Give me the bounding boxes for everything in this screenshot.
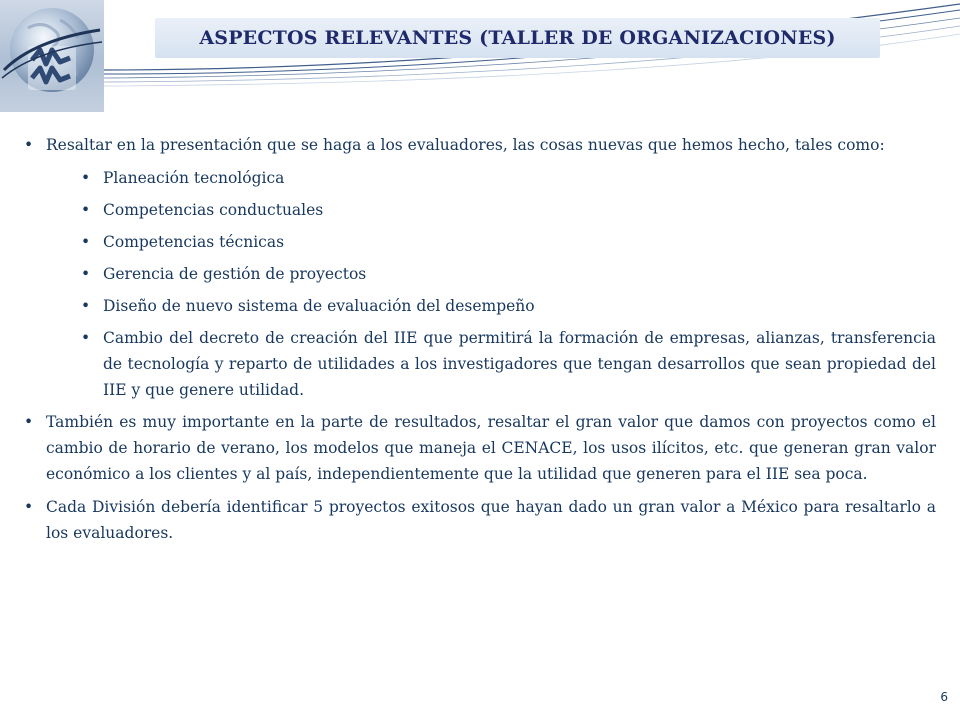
bullet-item (24, 132, 936, 158)
sub-bullet-text: Diseño de nuevo sistema de evaluación del desempeño (103, 297, 535, 315)
title-bar (155, 18, 880, 58)
sub-bullet-item (81, 229, 936, 255)
bullet-icon: • (81, 201, 91, 219)
bullet-icon: • (81, 329, 91, 347)
page-number: 6 (940, 690, 948, 704)
bullet-icon: • (81, 233, 91, 251)
bullet-item (24, 494, 936, 546)
sub-bullet-item (81, 197, 936, 223)
bullet-text: También es muy importante en la parte de resultados, resaltar el gran valor que damos con proyectos como el cambio de horario de verano, los modelos que maneja el CENACE, los usos ilícitos, etc. que generan gran valor económico a los clientes y al país, independientemente que la utilidad que generen para el IIE sea poca. (46, 413, 936, 483)
bullet-icon: • (81, 169, 91, 187)
sub-bullet-item (81, 261, 936, 287)
bullet-list (24, 132, 936, 553)
page-title: ASPECTOS RELEVANTES (TALLER DE ORGANIZACIONES) (199, 27, 836, 49)
bullet-icon: • (24, 498, 34, 516)
bullet-icon: • (24, 413, 34, 431)
sub-bullet-item (81, 165, 936, 191)
sub-bullet-item (81, 325, 936, 403)
sub-bullet-text: Planeación tecnológica (103, 169, 285, 187)
bullet-icon: • (24, 136, 34, 154)
sub-bullet-text: Competencias conductuales (103, 201, 324, 219)
bullet-text: Resaltar en la presentación que se haga a los evaluadores, las cosas nuevas que hemos hecho, tales como: (46, 136, 885, 154)
sub-bullet-text: Cambio del decreto de creación del IIE que permitirá la formación de empresas, alianzas, transferencia de tecnología y reparto de utilidades a los investigadores que tengan desarrollos que sean propiedad del IIE y que genere utilidad. (103, 329, 936, 399)
bullet-item (24, 409, 936, 487)
sub-bullet-text: Competencias técnicas (103, 233, 285, 251)
bullet-text: Cada División debería identificar 5 proyectos exitosos que hayan dado un gran valor a México para resaltarlo a los evaluadores. (46, 498, 936, 542)
sub-bullet-item (81, 293, 936, 319)
bullet-icon: • (81, 265, 91, 283)
sub-bullet-text: Gerencia de gestión de proyectos (103, 265, 367, 283)
bullet-icon: • (81, 297, 91, 315)
